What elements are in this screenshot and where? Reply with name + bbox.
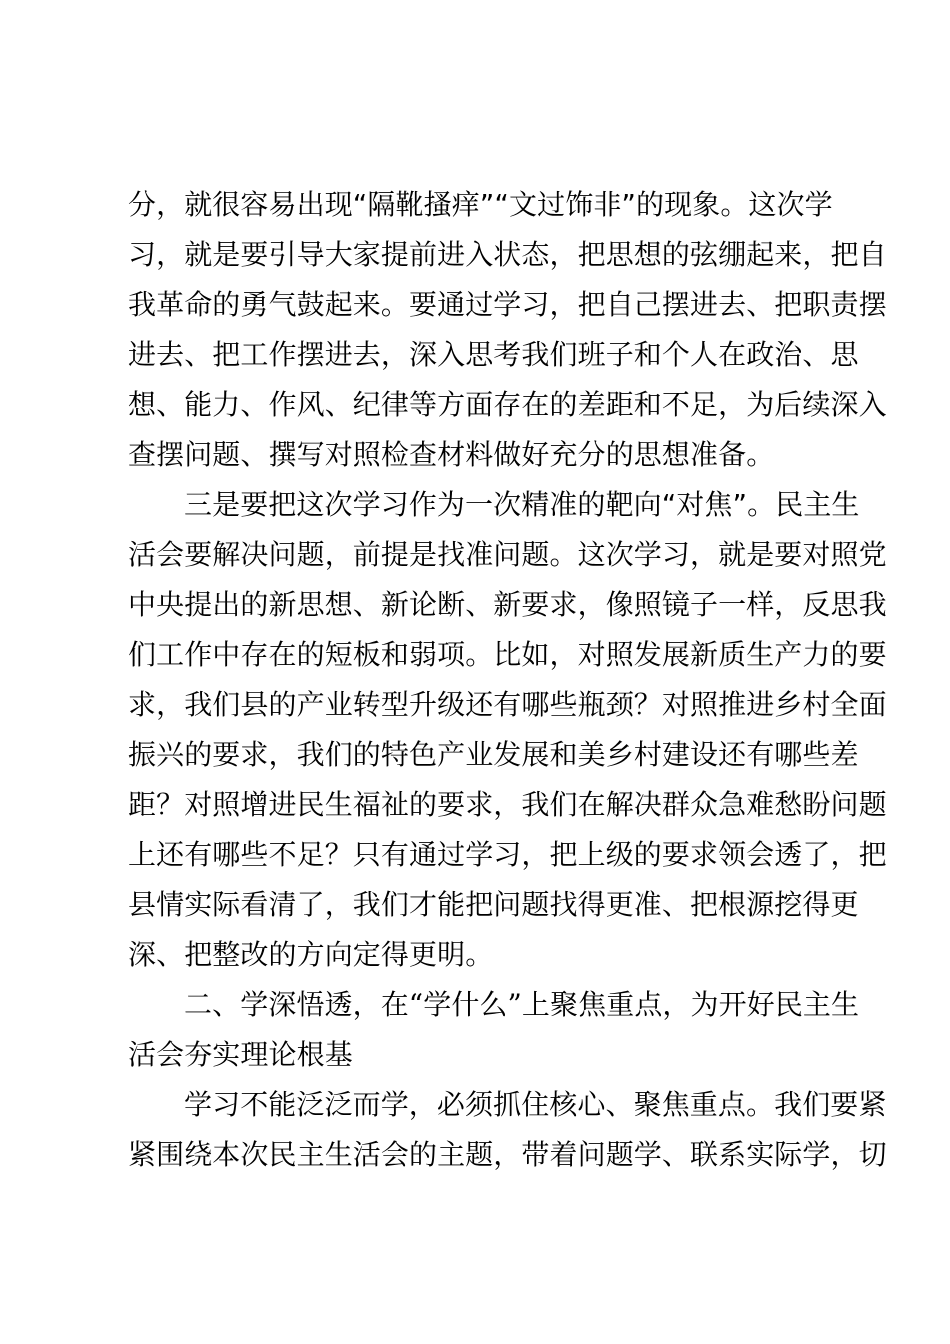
document-page: [128, 180, 887, 1180]
heading-line: 二、学深悟透，在“学什么”上聚焦重点，为开好民主生: [184, 988, 860, 1021]
paragraph-1: [128, 180, 887, 480]
text-line: 查摆问题、撰写对照检查材料做好充分的思想准备。: [128, 438, 775, 471]
text-line: 活会要解决问题，前提是找准问题。这次学习，就是要对照党: [128, 538, 887, 571]
text-line: 县情实际看清了，我们才能把问题找得更准、把根源挖得更: [128, 888, 859, 921]
text-line: 分，就很容易出现“隔靴搔痒”“文过饰非”的现象。这次学: [128, 188, 833, 221]
paragraph-3: [128, 1080, 887, 1180]
section-heading: [128, 980, 860, 1080]
text-line: 求，我们县的产业转型升级还有哪些瓶颈？对照推进乡村全面: [128, 688, 887, 721]
text-line: 紧围绕本次民主生活会的主题，带着问题学、联系实际学，切: [128, 1138, 887, 1171]
heading-line: 活会夯实理论根基: [128, 1038, 353, 1071]
paragraph-2: [128, 480, 887, 980]
text-line: 三是要把这次学习作为一次精准的靶向“对焦”。民主生: [184, 488, 860, 521]
text-line: 上还有哪些不足？只有通过学习，把上级的要求领会透了，把: [128, 838, 887, 871]
text-line: 我革命的勇气鼓起来。要通过学习，把自己摆进去、把职责摆: [128, 288, 887, 321]
text-line: 进去、把工作摆进去，深入思考我们班子和个人在政治、思: [128, 338, 859, 371]
text-line: 学习不能泛泛而学，必须抓住核心、聚焦重点。我们要紧: [184, 1088, 887, 1121]
text-line: 想、能力、作风、纪律等方面存在的差距和不足，为后续深入: [128, 388, 887, 421]
text-line: 中央提出的新思想、新论断、新要求，像照镜子一样，反思我: [128, 588, 887, 621]
text-line: 振兴的要求，我们的特色产业发展和美乡村建设还有哪些差: [128, 738, 859, 771]
text-line: 距？对照增进民生福祉的要求，我们在解决群众急难愁盼问题: [128, 788, 887, 821]
text-line: 们工作中存在的短板和弱项。比如，对照发展新质生产力的要: [128, 638, 887, 671]
text-line: 习，就是要引导大家提前进入状态，把思想的弦绷起来，把自: [128, 238, 887, 271]
text-line: 深、把整改的方向定得更明。: [128, 938, 494, 971]
